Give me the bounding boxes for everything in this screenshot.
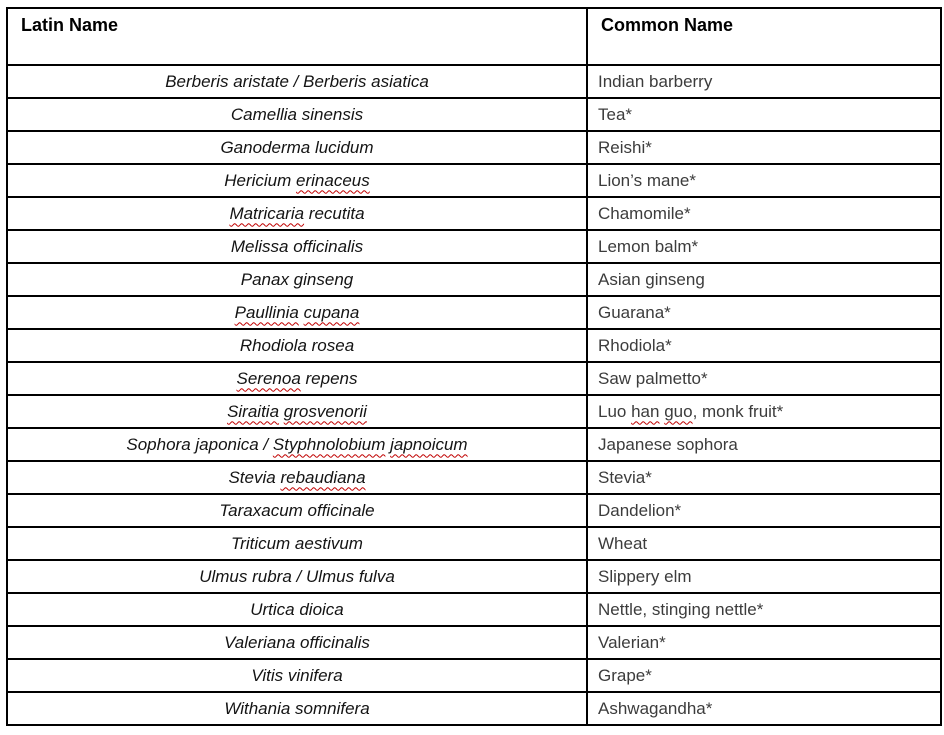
table-row <box>7 362 941 395</box>
latin-name-cell <box>7 659 587 692</box>
latin-name-cell <box>7 395 587 428</box>
latin-name-cell <box>7 560 587 593</box>
common-name-cell <box>587 197 941 230</box>
text-segment: Asian ginseng <box>598 269 705 289</box>
latin-name-cell <box>7 65 587 98</box>
latin-name-cell <box>7 593 587 626</box>
plant-names-table <box>6 7 942 726</box>
table-row <box>7 626 941 659</box>
latin-name-cell <box>7 494 587 527</box>
latin-name-cell <box>7 461 587 494</box>
common-name-cell <box>587 329 941 362</box>
text-segment: Indian barberry <box>598 71 713 91</box>
latin-name-cell <box>7 428 587 461</box>
common-name-cell <box>587 428 941 461</box>
text-segment: Valerian* <box>598 632 666 652</box>
misspelled-word: Siraitia <box>227 401 280 421</box>
latin-name-cell <box>7 626 587 659</box>
table-row <box>7 131 941 164</box>
text-segment: Ashwagandha* <box>598 698 713 718</box>
latin-name-cell <box>7 296 587 329</box>
common-name-cell <box>587 65 941 98</box>
table-row <box>7 527 941 560</box>
common-name-cell <box>587 560 941 593</box>
latin-name-cell <box>7 230 587 263</box>
table-body <box>7 65 941 725</box>
table-row <box>7 197 941 230</box>
latin-name-cell <box>7 164 587 197</box>
table-row <box>7 593 941 626</box>
misspelled-word: japnoicum <box>390 434 468 454</box>
latin-name-cell <box>7 98 587 131</box>
misspelled-word: Serenoa <box>236 368 301 388</box>
text-segment: Wheat <box>598 533 648 553</box>
text-segment: Saw palmetto* <box>598 368 708 388</box>
latin-name-cell <box>7 263 587 296</box>
text-segment: Nettle, stinging nettle* <box>598 599 764 619</box>
text-segment: Guarana* <box>598 302 671 322</box>
column-header-latin-name: Latin Name <box>7 8 587 65</box>
text-segment: Tea* <box>598 104 633 124</box>
column-header-common-name: Common Name <box>587 8 941 65</box>
table-row <box>7 560 941 593</box>
common-name-cell <box>587 98 941 131</box>
misspelled-word: Matricaria <box>229 203 305 223</box>
text-segment: Stevia <box>228 467 281 487</box>
table-row <box>7 164 941 197</box>
table-row <box>7 461 941 494</box>
text-segment: recutita <box>304 203 365 223</box>
table-row <box>7 395 941 428</box>
common-name-cell <box>587 362 941 395</box>
text-segment: Japanese sophora <box>598 434 738 454</box>
common-name-cell <box>587 692 941 725</box>
text-segment: Lemon balm* <box>598 236 699 256</box>
text-segment: Slippery elm <box>598 566 692 586</box>
text-segment: Dandelion* <box>598 500 682 520</box>
common-name-cell <box>587 263 941 296</box>
text-segment: Rhodiola rosea <box>239 335 355 355</box>
text-segment: Sophora japonica / <box>126 434 273 454</box>
text-segment: Berberis aristate / Berberis asiatica <box>165 71 429 91</box>
text-segment: Ganoderma lucidum <box>220 137 374 157</box>
text-segment: Ulmus rubra / Ulmus fulva <box>199 566 395 586</box>
text-segment: Chamomile* <box>598 203 691 223</box>
latin-name-cell <box>7 692 587 725</box>
common-name-cell <box>587 527 941 560</box>
misspelled-word: cupana <box>303 302 360 322</box>
common-name-cell <box>587 494 941 527</box>
text-segment: Grape* <box>598 665 652 685</box>
table-row <box>7 296 941 329</box>
common-name-cell <box>587 230 941 263</box>
text-segment: Lion’s mane* <box>598 170 696 190</box>
latin-name-cell <box>7 131 587 164</box>
text-segment: Rhodiola* <box>598 335 672 355</box>
common-name-cell <box>587 626 941 659</box>
table-row <box>7 692 941 725</box>
text-segment: Reishi* <box>598 137 652 157</box>
common-name-cell <box>587 461 941 494</box>
text-segment: Camellia sinensis <box>230 104 364 124</box>
table-row <box>7 494 941 527</box>
common-name-cell <box>587 164 941 197</box>
header-row <box>7 8 941 65</box>
table-row <box>7 230 941 263</box>
text-segment: Taraxacum officinale <box>219 500 375 520</box>
text-segment: Triticum aestivum <box>231 533 363 553</box>
latin-name-cell <box>7 197 587 230</box>
common-name-cell <box>587 131 941 164</box>
table-row <box>7 263 941 296</box>
text-segment: repens <box>300 368 358 388</box>
text-segment: Stevia* <box>598 467 652 487</box>
common-name-cell <box>587 296 941 329</box>
common-name-cell <box>587 593 941 626</box>
misspelled-word: grosvenorii <box>283 401 367 421</box>
misspelled-word: han <box>631 401 660 421</box>
table-row <box>7 65 941 98</box>
text-segment: Vitis vinifera <box>251 665 343 685</box>
table-row <box>7 428 941 461</box>
text-segment: Withania somnifera <box>224 698 370 718</box>
text-segment: Melissa officinalis <box>230 236 364 256</box>
text-segment: Panax ginseng <box>240 269 354 289</box>
misspelled-word: Paullinia <box>234 302 299 322</box>
common-name-cell <box>587 395 941 428</box>
misspelled-word: rebaudiana <box>280 467 366 487</box>
table-row <box>7 98 941 131</box>
latin-name-cell <box>7 362 587 395</box>
latin-name-cell <box>7 527 587 560</box>
text-segment: Luo <box>598 401 632 421</box>
misspelled-word: erinaceus <box>296 170 370 190</box>
text-segment: Valeriana officinalis <box>224 632 370 652</box>
text-segment: Hericium <box>224 170 297 190</box>
common-name-cell <box>587 659 941 692</box>
table-row <box>7 329 941 362</box>
misspelled-word: guo <box>664 401 693 421</box>
latin-name-cell <box>7 329 587 362</box>
table-row <box>7 659 941 692</box>
text-segment: , monk fruit* <box>692 401 784 421</box>
misspelled-word: Styphnolobium <box>272 434 386 454</box>
text-segment: Urtica dioica <box>250 599 344 619</box>
